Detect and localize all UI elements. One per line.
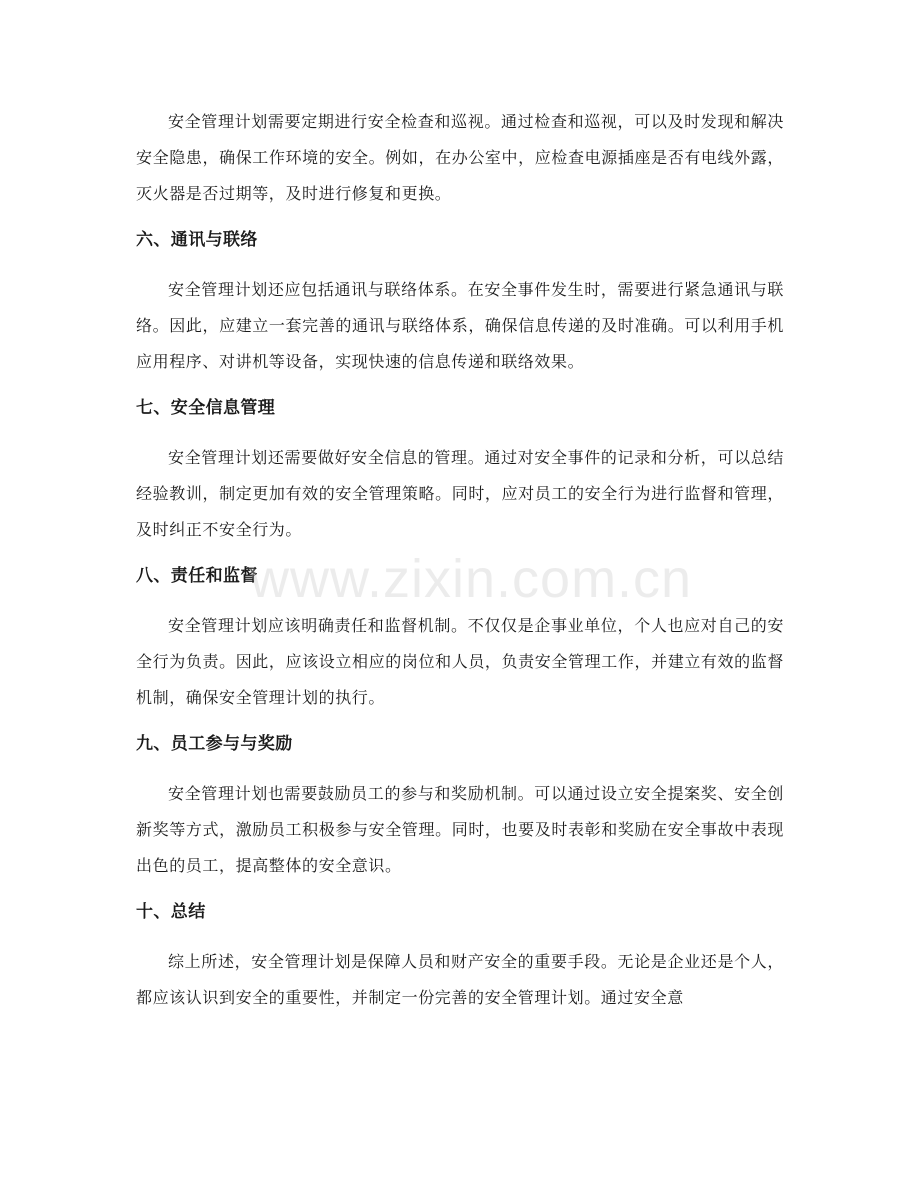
document-body — [136, 104, 784, 1016]
section-paragraph-8: 安全管理计划应该明确责任和监督机制。不仅仅是企事业单位，个人也应对自己的安全行为负责。因此，应该设立相应的岗位和人员，负责安全管理工作，并建立有效的监督机制，确保安全管理计划的执行。 — [136, 616, 784, 707]
intro-paragraph: 安全管理计划需要定期进行安全检查和巡视。通过检查和巡视，可以及时发现和解决安全隐患，确保工作环境的安全。例如，在办公室中，应检查电源插座是否有电线外露，灭火器是否过期等，及时进行修复和更换。 — [136, 112, 784, 203]
section-heading-10: 十、总结 — [136, 902, 206, 922]
section-heading-7: 七、安全信息管理 — [136, 398, 276, 418]
section-paragraph-6: 安全管理计划还应包括通讯与联络体系。在安全事件发生时，需要进行紧急通讯与联络。因此，应建立一套完善的通讯与联络体系，确保信息传递的及时准确。可以利用手机应用程序、对讲机等设备，实现快速的信息传递和联络效果。 — [136, 280, 784, 371]
section-heading-9: 九、员工参与与奖励 — [136, 734, 293, 754]
section-heading-6: 六、通讯与联络 — [136, 230, 258, 250]
watermark-text: www.zixin.com.cn — [250, 549, 693, 609]
section-paragraph-10: 综上所述，安全管理计划是保障人员和财产安全的重要手段。无论是企业还是个人，都应该认识到安全的重要性，并制定一份完善的安全管理计划。通过安全意 — [136, 952, 784, 1007]
section-heading-8: 八、责任和监督 — [136, 566, 258, 586]
section-paragraph-9: 安全管理计划也需要鼓励员工的参与和奖励机制。可以通过设立安全提案奖、安全创新奖等方式，激励员工积极参与安全管理。同时，也要及时表彰和奖励在安全事故中表现出色的员工，提高整体的安全意识。 — [136, 784, 784, 875]
section-paragraph-7: 安全管理计划还需要做好安全信息的管理。通过对安全事件的记录和分析，可以总结经验教训，制定更加有效的安全管理策略。同时，应对员工的安全行为进行监督和管理，及时纠正不安全行为。 — [136, 448, 784, 539]
